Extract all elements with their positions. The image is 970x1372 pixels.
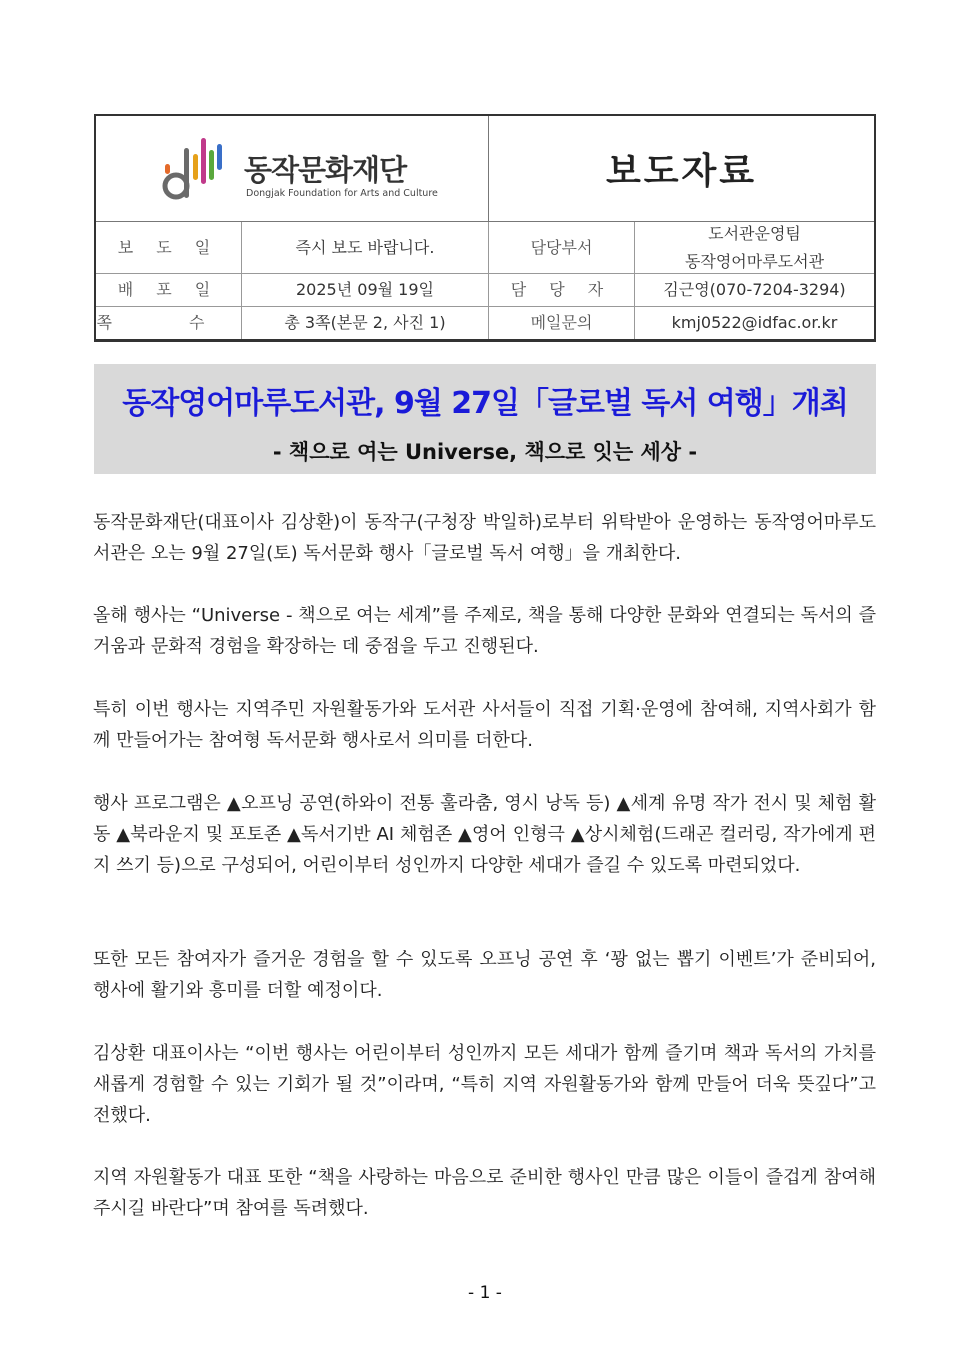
paragraph-3: 특히 이번 행사는 지역주민 자원활동가와 도서관 사서들이 직접 기획·운영에 참여해, 지역사회가 함께 만들어가는 참여형 독서문화 행사로서 의미를 더한다. <box>93 699 876 751</box>
label-contact-person: 담 당 자 <box>489 274 635 306</box>
headline-title: 동작영어마루도서관, 9월 27일「글로벌 독서 여행」개최 <box>122 386 848 421</box>
doc-title-cell <box>489 116 874 221</box>
label-email: 메일문의 <box>489 307 635 339</box>
value-email: kmj0522@idfac.or.kr <box>671 313 838 332</box>
paragraph-2: 올해 행사는 “Universe - 책으로 여는 세계”를 주제로, 책을 통해 다양한 문화와 연결되는 독서의 즐거움과 문화적 경험을 확장하는 데 중점을 두고 진행된다. <box>93 605 876 657</box>
value-contact-person: 김근영(070-7204-3294) <box>663 280 846 299</box>
paragraph-5: 또한 모든 참여자가 즐거운 경험을 할 수 있도록 오프닝 공연 후 ‘꽝 없는 뽑기 이벤트’가 준비되어, 행사에 활기와 흥미를 더할 예정이다. <box>93 949 876 1001</box>
page-number: - 1 - <box>468 1283 502 1303</box>
paragraph-6: 김상환 대표이사는 “이번 행사는 어린이부터 성인까지 모든 세대가 함께 즐기며 책과 독서의 가치를 새롭게 경험할 수 있는 기회가 될 것”이라며, “특히 지역 자원활동가와 함께 만들어 더욱 뜻깊다”고 전했다. <box>93 1043 876 1126</box>
label-report-date: 보 도 일 <box>96 222 242 273</box>
label-department: 담당부서 <box>489 222 635 273</box>
header-row-distribution-date <box>96 274 874 307</box>
value-department <box>635 222 874 273</box>
paragraph-7: 지역 자원활동가 대표 또한 “책을 사랑하는 마음으로 준비한 행사인 만큼 많은 이들이 즐겁게 참여해주시길 바란다”며 참여를 독려했다. <box>93 1167 876 1219</box>
label-distribution-date: 배 포 일 <box>96 274 242 306</box>
paragraph-1: 동작문화재단(대표이사 김상환)이 동작구(구청장 박일하)로부터 위탁받아 운영하는 동작영어마루도서관은 오는 9월 27일(토) 독서문화 행사「글로벌 독서 여행」을 개최한다. <box>93 512 876 564</box>
header-row-report-date <box>96 222 874 274</box>
department-team: 도서관운영팀 <box>708 223 801 243</box>
value-page-count: 총 3쪽(본문 2, 사진 1) <box>242 307 489 339</box>
headline-box <box>94 364 876 474</box>
org-name-korean: 동작문화재단 <box>244 153 407 187</box>
logo-cell <box>96 116 489 221</box>
value-report-date: 즉시 보도 바랍니다. <box>242 222 489 273</box>
header-top-row <box>96 116 874 222</box>
foundation-logo-icon <box>162 134 234 204</box>
label-page-count: 쪽 수 <box>96 307 242 339</box>
doc-title: 보도자료 <box>605 151 758 192</box>
headline-subtitle: - 책으로 여는 Universe, 책으로 잇는 세상 - <box>272 440 698 464</box>
press-release-header-table <box>94 114 876 342</box>
paragraph-4: 행사 프로그램은 ▲오프닝 공연(하와이 전통 훌라춤, 영시 낭독 등) ▲세계 유명 작가 전시 및 체험 활동 ▲북라운지 및 포토존 ▲독서기반 AI 체험존 ▲영어 인형극 ▲상시체험(드래곤 컬러링, 작가에게 편지 쓰기 등)으로 구성되어, 어린이부터 성인까지 다양한 세대가 즐길 수 있도록 마련되었다. <box>93 793 876 876</box>
value-distribution-date: 2025년 09월 19일 <box>242 274 489 306</box>
header-row-page-count <box>96 307 874 339</box>
org-name-english: Dongjak Foundation for Arts and Culture <box>246 188 438 199</box>
department-library: 동작영어마루도서관 <box>684 251 825 271</box>
